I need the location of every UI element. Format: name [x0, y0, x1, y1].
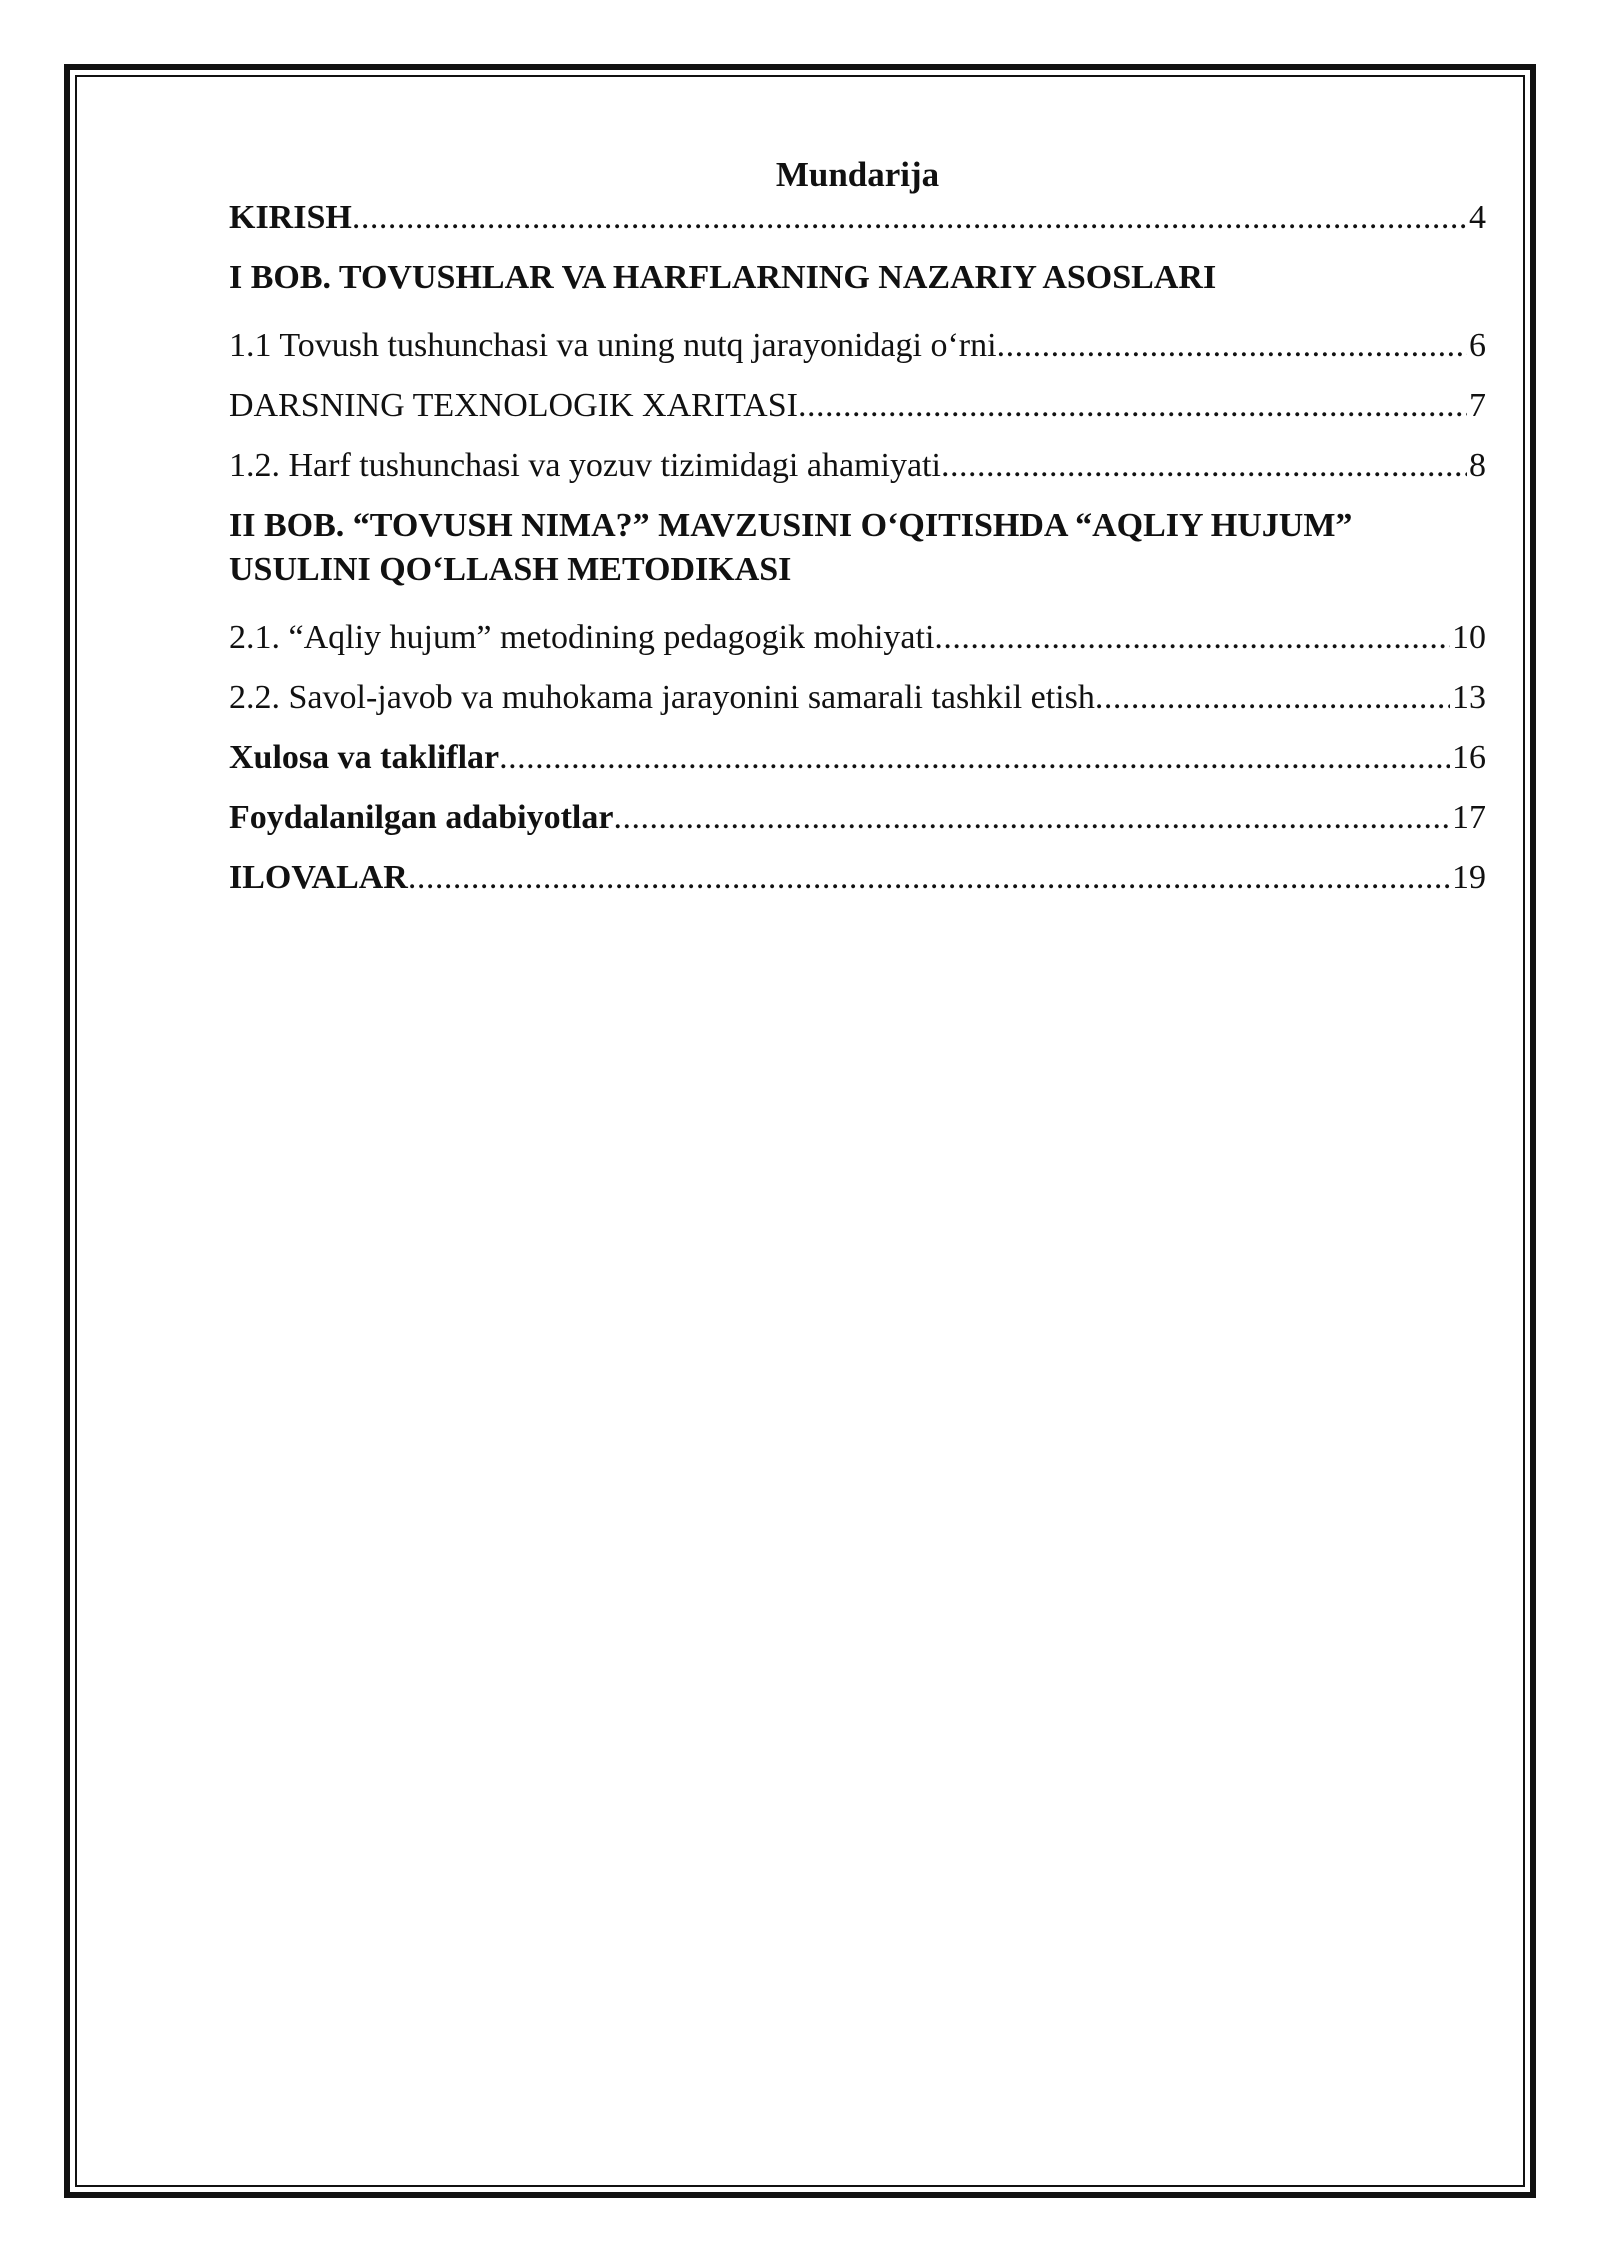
toc-entry-adabiyotlar[interactable]: [229, 796, 1486, 840]
dot-leader: [798, 384, 1467, 428]
toc-entry-label: 2.1. “Aqliy hujum” metodining pedagogik mohiyati: [229, 619, 935, 656]
dot-leader: [613, 796, 1450, 840]
dot-leader: [352, 196, 1467, 240]
table-of-contents: [229, 150, 1486, 900]
toc-entry-label: ILOVALAR: [229, 859, 408, 896]
toc-chapter-2-heading-line2: USULINI QO‘LLASH METODIKASI: [229, 551, 792, 588]
toc-entry-label: DARSNING TEXNOLOGIK XARITASI: [229, 387, 798, 424]
toc-page-number: 10: [1452, 619, 1486, 656]
toc-entry-2-2[interactable]: [229, 676, 1486, 720]
toc-page-number: 16: [1452, 739, 1486, 776]
toc-title: Mundarija: [775, 155, 940, 194]
dot-leader: [499, 736, 1450, 780]
toc-entry-1-2[interactable]: [229, 444, 1486, 488]
toc-page-number: 6: [1469, 327, 1486, 364]
toc-page-number: 19: [1452, 859, 1486, 896]
toc-entry-kirish[interactable]: [229, 196, 1486, 240]
toc-entry-ilovalar[interactable]: [229, 856, 1486, 900]
toc-entry-label: 2.2. Savol-javob va muhokama jarayonini samarali tashkil etish: [229, 679, 1095, 716]
toc-page-number: 8: [1469, 447, 1486, 484]
toc-entry-label: Xulosa va takliflar: [229, 739, 500, 776]
toc-page-number: 4: [1469, 199, 1486, 236]
toc-entry-label: KIRISH: [229, 199, 352, 236]
toc-entry-label: Foydalanilgan adabiyotlar: [229, 799, 614, 836]
toc-entry-1-1[interactable]: [229, 324, 1486, 368]
toc-chapter-2-heading-line1: II BOB. “TOVUSH NIMA?” MAVZUSINI O‘QITISHDA “AQLIY HUJUM”: [229, 507, 1353, 544]
toc-chapter-2-heading[interactable]: [229, 504, 1486, 592]
dot-leader: [941, 444, 1467, 488]
toc-page-number: 13: [1452, 679, 1486, 716]
toc-page-number: 17: [1452, 799, 1486, 836]
toc-page-number: 7: [1469, 387, 1486, 424]
dot-leader: [997, 324, 1467, 368]
toc-entry-xulosa[interactable]: [229, 736, 1486, 780]
toc-entry-2-1[interactable]: [229, 616, 1486, 660]
dot-leader: [408, 856, 1450, 900]
dot-leader: [934, 616, 1450, 660]
toc-chapter-1-heading[interactable]: I BOB. TOVUSHLAR VA HARFLARNING NAZARIY ASOSLARI: [229, 259, 1217, 296]
toc-entry-label: 1.1 Tovush tushunchasi va uning nutq jarayonidagi o‘rni: [229, 327, 997, 364]
toc-entry-darsning-xaritasi[interactable]: [229, 384, 1486, 428]
dot-leader: [1095, 676, 1450, 720]
toc-entry-label: 1.2. Harf tushunchasi va yozuv tizimidagi ahamiyati: [229, 447, 941, 484]
